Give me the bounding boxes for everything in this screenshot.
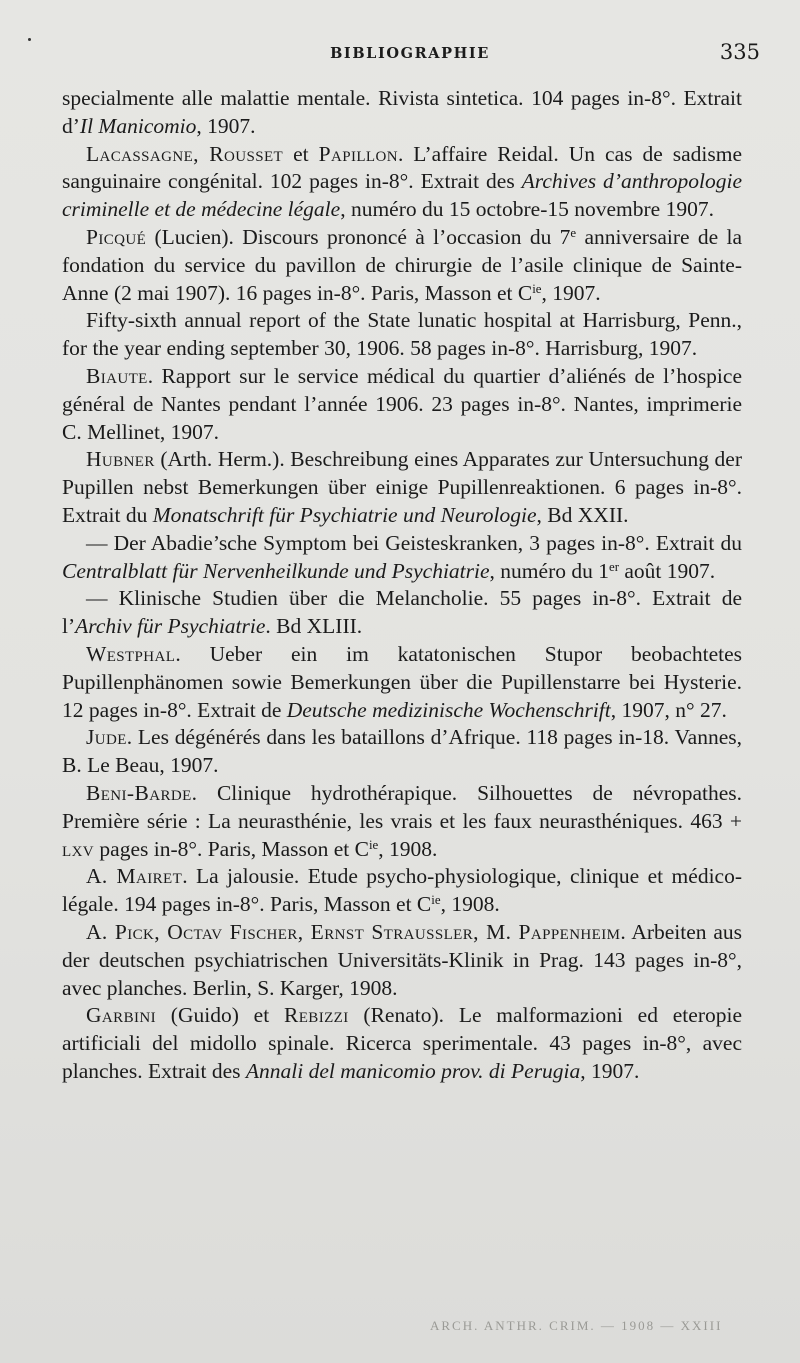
entry-author: Lacassagne, Rousset: [86, 141, 284, 166]
entry-author: Papillon: [318, 141, 398, 166]
entry-author: Jude: [86, 725, 127, 750]
bibliography-entry: Lacassagne, Rousset et Papillon. L’affaire Reidal. Un cas de sadisme sanguinaire congénital. 102 pages in-8°. Extrait des Archives d’anthropologie criminelle et de médecine légale, numéro du 15 octobre-15 novembre 1907.: [62, 141, 742, 222]
bibliography-entry: Picqué (Lucien). Discours prononcé à l’occasion du 7e anniversaire de la fondation du service du pavillon de chirurgie de l’asile clinique de Sainte-Anne (2 mai 1907). 16 pages in-8°. Paris, Masson et $C^{ie}$, 1907.: [62, 224, 742, 305]
bleed-through-text: ARCH. ANTHR. CRIM. — 1908 — XXIII: [430, 1318, 723, 1333]
bibliography-entry: — Der Abadie’sche Symptom bei Geisteskranken, 3 pages in-8°. Extrait du Centralblatt für Nervenheilkunde und Psychiatrie, numéro du 1er août 1907.: [62, 530, 742, 583]
bibliography-entry: specialmente alle malattie mentale. Rivista sintetica. 104 pages in-8°. Extrait d’Il Manicomio, 1907.: [62, 86, 742, 138]
bibliography-entry: Garbini (Guido) et Rebizzi (Renato). Le malformazioni ed eteropie artificiali del midollo spinale. Ricerca sperimentale. 43 pages in-8°, avec planches. Extrait des Annali del manicomio prov. di Perugia, 1907.: [62, 1003, 742, 1083]
bibliography-list: [62, 85, 742, 1086]
entry-author: Hubner: [86, 447, 155, 472]
page-speck: [28, 38, 31, 41]
page-number: 335: [719, 40, 760, 64]
bibliography-entry: Fifty-sixth annual report of the State lunatic hospital at Harrisburg, Penn., for the year ending september 30, 1906. 58 pages in-8°. Harrisburg, 1907.: [62, 308, 742, 361]
bibliography-entry: Beni-Barde. Clinique hydrothérapique. Silhouettes de névropathes. Première série : La neurasthénie, les vrais et les faux neurasthéniques. 463 + lxv pages in-8°. Paris, Masson et $C^{ie}$, 1908.: [62, 780, 742, 861]
bibliography-entry: A. Pick, Octav Fischer, Ernst Straussler, M. Pappenheim. Arbeiten aus der deutschen psychiatrischen Universitäts-Klinik in Prag. 143 pages in-8°, avec planches. Berlin, S. Karger, 1908.: [62, 919, 742, 1000]
running-head: [60, 40, 760, 69]
running-title: BIBLIOGRAPHIE: [330, 45, 490, 62]
roman-numeral: lxv: [62, 836, 95, 861]
entry-author: Westphal: [86, 641, 176, 666]
journal-title: Centralblatt für Nervenheilkunde und Psychiatrie: [62, 558, 490, 583]
journal-title: Deutsche medizinische Wochenschrift: [286, 697, 611, 722]
entry-author: Biaute: [86, 363, 148, 388]
bibliography-entry: Biaute. Rapport sur le service médical du quartier d’aliénés de l’hospice général de Nantes pendant l’année 1906. 23 pages in-8°. Nantes, imprimerie C. Mellinet, 1907.: [62, 363, 742, 444]
bibliography-entry: Jude. Les dégénérés dans les bataillons d’Afrique. 118 pages in-18. Vannes, B. Le Beau, 1907.: [62, 725, 742, 778]
bibliography-entry: — Klinische Studien über die Melancholie. 55 pages in-8°. Extrait de l’Archiv für Psychiatrie. Bd XLIII.: [62, 586, 742, 639]
journal-title: Annali del manicomio prov. di Perugia: [245, 1058, 581, 1083]
journal-title: Monatschrift für Psychiatrie und Neurologie: [152, 502, 537, 527]
journal-title: Archiv für Psychiatrie: [75, 614, 266, 639]
entry-author: Garbini: [86, 1003, 156, 1028]
entry-author: Beni-Barde: [86, 780, 192, 805]
entry-author: Picqué: [86, 224, 147, 249]
journal-title: Archives d’anthropologie criminelle et de médecine légale: [62, 169, 742, 222]
bibliography-entry: Westphal. Ueber ein im katatonischen Stupor beobachtetes Pupillenphänomen sowie Bemerkungen über die Pupillenstarre bei Hysterie. 12 pages in-8°. Extrait de Deutsche medizinische Wochenschrift, 1907, n° 27.: [62, 641, 742, 722]
entry-author: Rebizzi: [284, 1003, 349, 1028]
bibliography-entry: Hubner (Arth. Herm.). Beschreibung eines Apparates zur Untersuchung der Pupillen nebst Bemerkungen über einige Pupillenreaktionen. 6 pages in-8°. Extrait du Monatschrift für Psychiatrie und Neurologie, Bd XXII.: [62, 447, 742, 527]
journal-title: Il Manicomio: [79, 113, 197, 138]
entry-author: A. Pick, Octav Fischer, Ernst Straussler, M. Pappenheim: [86, 919, 621, 944]
entry-author: A. Mairet: [86, 864, 183, 889]
bibliography-entry: A. Mairet. La jalousie. Etude psycho-physiologique, clinique et médico-légale. 194 pages in-8°. Paris, Masson et $C^{ie}$, 1908.: [62, 864, 742, 917]
